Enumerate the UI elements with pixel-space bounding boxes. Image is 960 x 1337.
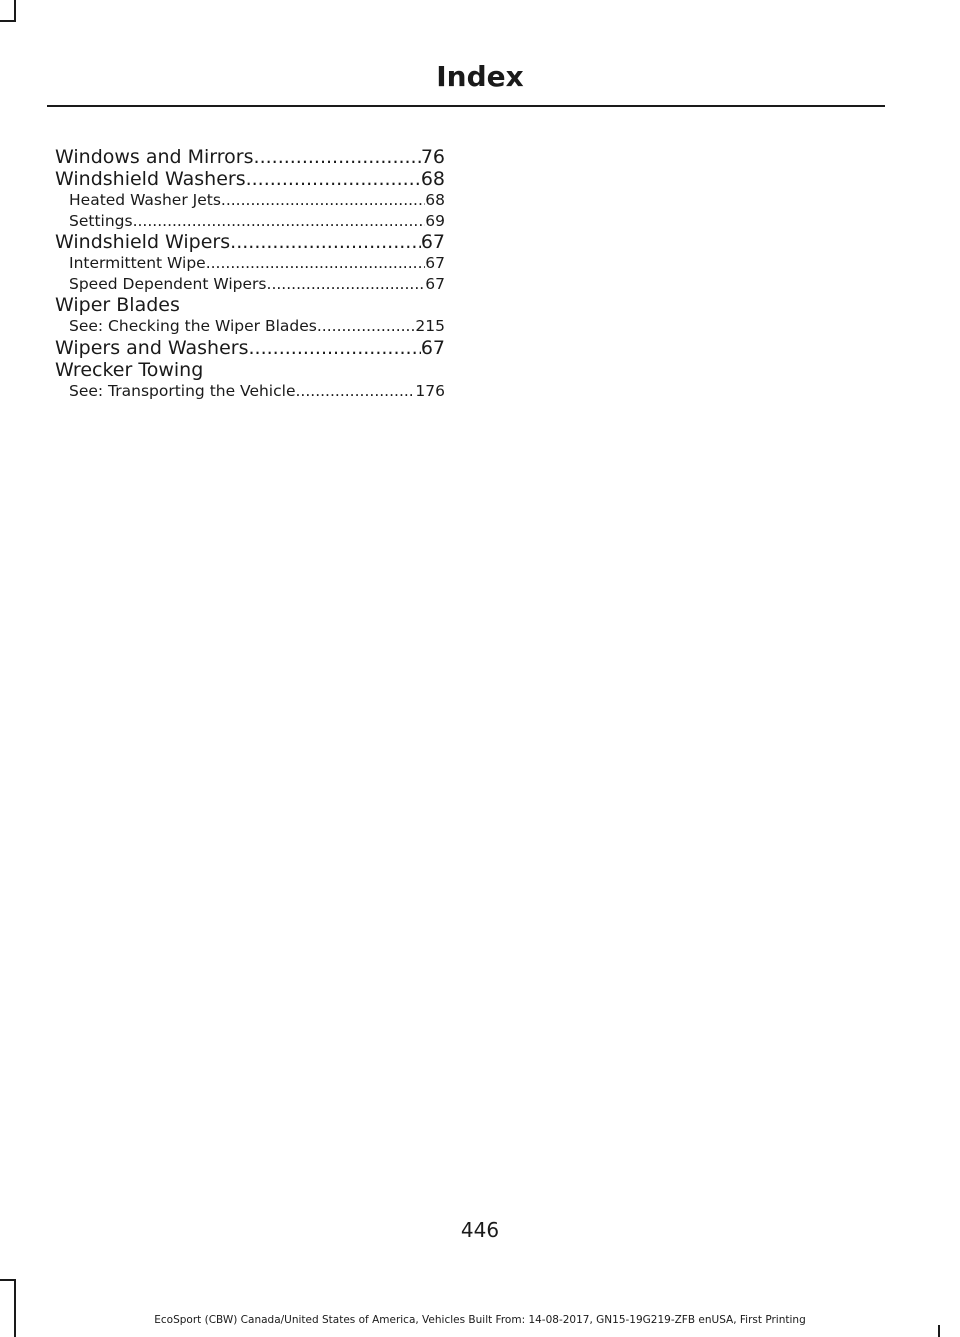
leader-dots	[317, 316, 416, 337]
index-entry-text: Wiper Blades	[55, 294, 180, 316]
index-subentry[interactable]	[55, 211, 445, 232]
index-subentry[interactable]	[55, 190, 445, 211]
index-entry-page: 67	[420, 231, 445, 253]
page-number: 446	[460, 1218, 500, 1242]
index-entry[interactable]	[55, 337, 445, 359]
index-entry[interactable]	[55, 168, 445, 190]
index-entry[interactable]	[55, 231, 445, 253]
leader-dots	[267, 274, 426, 295]
index-entry-text: Wrecker Towing	[55, 358, 204, 381]
page-title: Index	[436, 60, 524, 93]
leader-dots	[249, 337, 421, 359]
index-entry-page: 68	[420, 168, 445, 190]
index-entry-text: Windshield Wipers	[55, 231, 231, 253]
index-entry-text: Windows and Mirrors	[55, 146, 254, 168]
crop-mark-bottom-left-horizontal	[0, 1279, 16, 1281]
index-subentry[interactable]	[55, 274, 445, 295]
index-entry-text: Windshield Washers	[55, 168, 246, 190]
index-entry-page: 69	[425, 211, 445, 230]
index-entry-page: 67	[425, 254, 445, 272]
index-entry[interactable]	[55, 146, 445, 168]
footer-text: EcoSport (CBW) Canada/United States of America, Vehicles Built From: 14-08-2017, GN15-19G219-ZFB enUSA, First Printing	[154, 1314, 806, 1326]
index-entry-text: Wipers and Washers	[55, 336, 249, 359]
leader-dots	[133, 211, 426, 232]
leader-dots	[206, 253, 426, 274]
crop-mark-bottom-right-vertical	[938, 1325, 940, 1337]
index-subentry[interactable]	[55, 253, 445, 274]
leader-dots	[254, 146, 421, 168]
crop-mark-top-left-horizontal	[0, 20, 16, 22]
index-entry-page: 67	[425, 274, 445, 293]
index-subentry[interactable]	[55, 381, 445, 402]
header-divider	[47, 105, 885, 107]
index-entry-page: 176	[415, 381, 445, 400]
index-entry-page: 68	[425, 191, 445, 209]
index-entry-text: Settings	[69, 211, 133, 230]
index-entry-page: 76	[420, 146, 445, 168]
leader-dots	[295, 381, 415, 402]
index-entry-text: Intermittent Wipe	[69, 254, 206, 272]
index-entry-text: See: Checking the Wiper Blades	[69, 317, 317, 335]
leader-dots	[230, 231, 421, 253]
index-entry-text: Heated Washer Jets	[69, 191, 221, 209]
crop-mark-bottom-left-vertical	[14, 1279, 16, 1337]
leader-dots	[221, 190, 425, 211]
index-entry-text: See: Transporting the Vehicle	[69, 381, 296, 400]
index-entry-page: 215	[415, 317, 445, 335]
index-entry-text: Speed Dependent Wipers	[69, 274, 267, 293]
index-heading	[55, 359, 445, 381]
index-heading	[55, 294, 445, 316]
index-subentry[interactable]	[55, 316, 445, 337]
leader-dots	[246, 168, 421, 190]
index-column	[55, 146, 445, 401]
index-entry-page: 67	[420, 336, 445, 359]
crop-mark-top-left-vertical	[14, 0, 16, 22]
